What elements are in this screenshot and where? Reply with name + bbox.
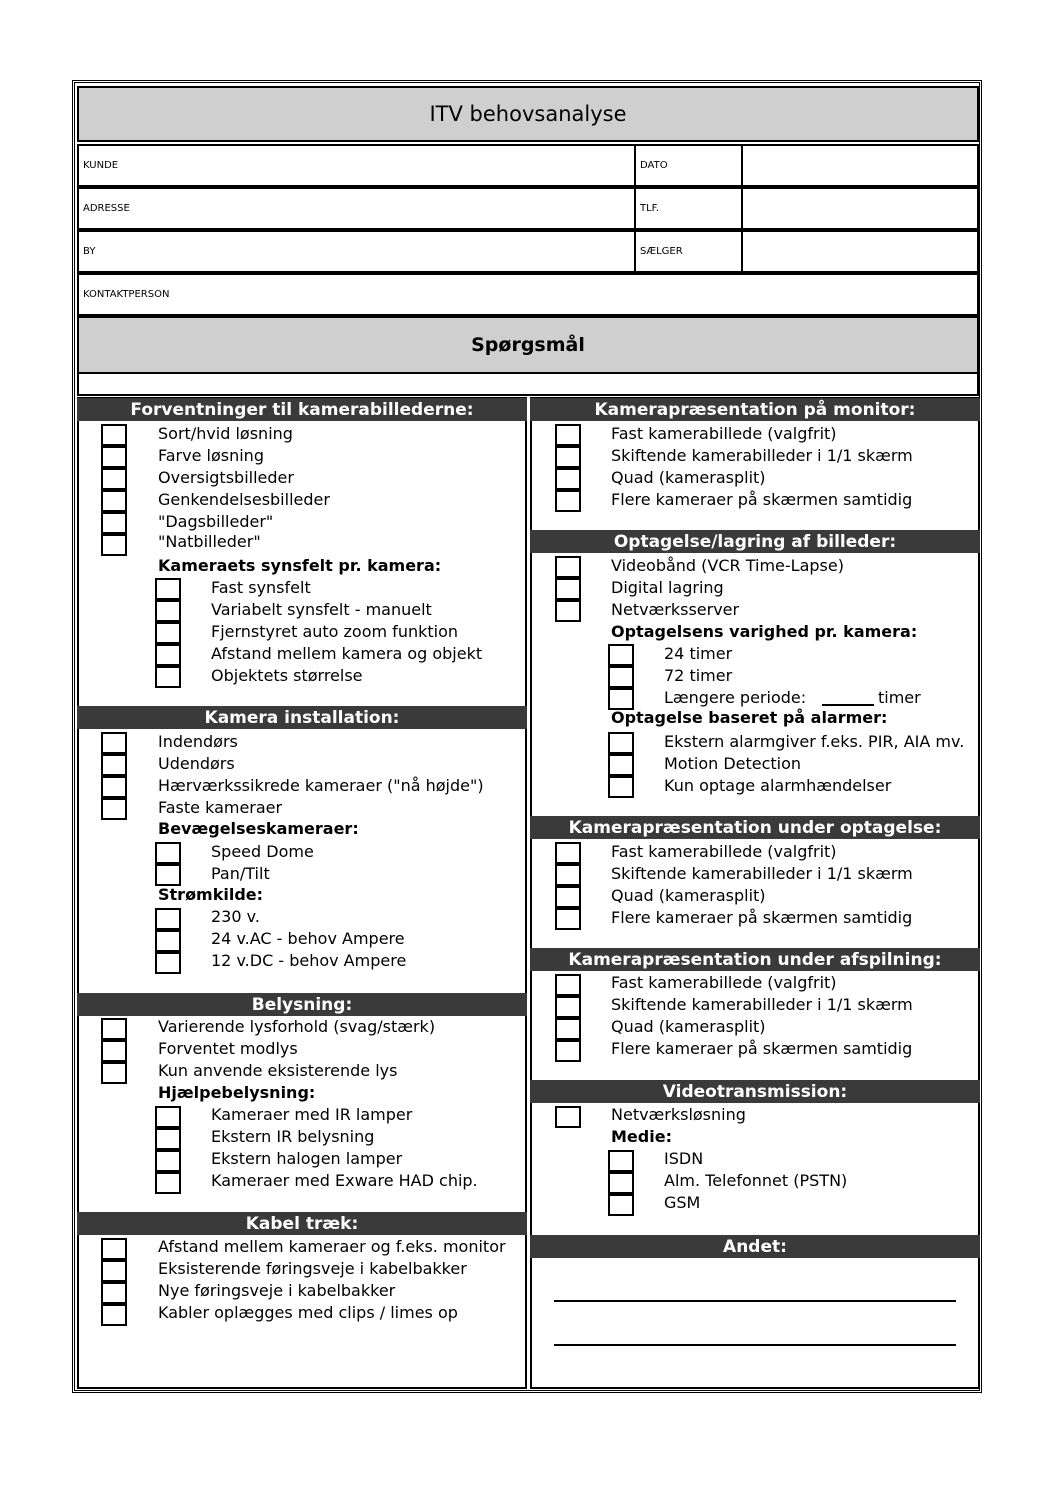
option-label: Indendørs bbox=[158, 732, 238, 751]
option-label: 24 timer bbox=[664, 644, 733, 663]
periode-blank[interactable] bbox=[822, 704, 874, 706]
option-label: Flere kameraer på skærmen samtidig bbox=[611, 490, 913, 509]
option-label: Quad (kamerasplit) bbox=[611, 468, 766, 487]
checkbox[interactable] bbox=[101, 490, 127, 512]
tlf-label: TLF. bbox=[640, 203, 660, 214]
checkbox[interactable] bbox=[555, 974, 581, 996]
option-label: Skiftende kamerabilleder i 1/1 skærm bbox=[611, 864, 913, 883]
by-field[interactable] bbox=[77, 230, 636, 273]
option-label: Afstand mellem kamera og objekt bbox=[211, 644, 483, 663]
checkbox[interactable] bbox=[101, 1282, 127, 1304]
option-label: GSM bbox=[664, 1193, 701, 1212]
checkbox[interactable] bbox=[101, 776, 127, 798]
forventninger-header: Forventninger til kamerabillederne: bbox=[77, 398, 527, 421]
option-label: 24 v.AC - behov Ampere bbox=[211, 929, 405, 948]
checkbox[interactable] bbox=[555, 490, 581, 512]
under-optagelse-header: Kamerapræsentation under optagelse: bbox=[530, 816, 980, 839]
checkbox[interactable] bbox=[555, 600, 581, 622]
stroemkilde-label: Strømkilde: bbox=[158, 885, 264, 904]
option-label: Skiftende kamerabilleder i 1/1 skærm bbox=[611, 446, 913, 465]
kunde-label: KUNDE bbox=[83, 160, 119, 171]
hjaelpebelysning-label: Hjælpebelysning: bbox=[158, 1083, 316, 1102]
checkbox[interactable] bbox=[608, 776, 634, 798]
option-label: Eksisterende føringsveje i kabelbakker bbox=[158, 1259, 467, 1278]
option-label: Kameraer med IR lamper bbox=[211, 1105, 413, 1124]
checkbox[interactable] bbox=[101, 1018, 127, 1040]
checkbox[interactable] bbox=[155, 1172, 181, 1194]
option-label: Kabler oplægges med clips / limes op bbox=[158, 1303, 458, 1322]
option-label: Sort/hvid løsning bbox=[158, 424, 293, 443]
option-label: Farve løsning bbox=[158, 446, 264, 465]
checkbox[interactable] bbox=[101, 798, 127, 820]
alarmer-label: Optagelse baseret på alarmer: bbox=[611, 708, 888, 727]
andet-header: Andet: bbox=[530, 1235, 980, 1258]
checkbox[interactable] bbox=[555, 886, 581, 908]
option-label: Afstand mellem kameraer og f.eks. monitor bbox=[158, 1237, 506, 1256]
option-label: Genkendelsesbilleder bbox=[158, 490, 330, 509]
option-label: Længere periode: bbox=[664, 688, 807, 707]
checkbox[interactable] bbox=[155, 1106, 181, 1128]
option-label: Fjernstyret auto zoom funktion bbox=[211, 622, 459, 641]
option-label: Ekstern IR belysning bbox=[211, 1127, 375, 1146]
option-label: Faste kameraer bbox=[158, 798, 283, 817]
checkbox[interactable] bbox=[155, 842, 181, 864]
option-label: Quad (kamerasplit) bbox=[611, 886, 766, 905]
bevaegelse-label: Bevægelseskameraer: bbox=[158, 819, 359, 838]
option-label: Ekstern halogen lamper bbox=[211, 1149, 403, 1168]
checkbox[interactable] bbox=[101, 424, 127, 446]
checkbox[interactable] bbox=[608, 1150, 634, 1172]
form-title: ITV behovsanalyse bbox=[77, 86, 979, 142]
tlf-input[interactable] bbox=[741, 187, 979, 230]
option-label: Fast kamerabillede (valgfrit) bbox=[611, 842, 837, 861]
checkbox[interactable] bbox=[155, 952, 181, 974]
option-label: 72 timer bbox=[664, 666, 733, 685]
saelger-label: SÆLGER bbox=[640, 246, 683, 257]
option-label: Flere kameraer på skærmen samtidig bbox=[611, 908, 913, 927]
option-label: Skiftende kamerabilleder i 1/1 skærm bbox=[611, 995, 913, 1014]
checkbox[interactable] bbox=[101, 468, 127, 490]
andet-line[interactable] bbox=[554, 1344, 956, 1346]
kabel-header: Kabel træk: bbox=[77, 1212, 527, 1235]
varighed-label: Optagelsens varighed pr. kamera: bbox=[611, 622, 918, 641]
checkbox[interactable] bbox=[101, 1040, 127, 1062]
checkbox[interactable] bbox=[101, 732, 127, 754]
checkbox[interactable] bbox=[555, 1018, 581, 1040]
dato-label-cell bbox=[634, 144, 743, 187]
option-label: 230 v. bbox=[211, 907, 260, 926]
checkbox[interactable] bbox=[555, 996, 581, 1018]
option-label: "Natbilleder" bbox=[158, 532, 261, 551]
checkbox[interactable] bbox=[555, 468, 581, 490]
option-label: ISDN bbox=[664, 1149, 704, 1168]
questions-title: Spørgsmål bbox=[77, 316, 979, 374]
checkbox[interactable] bbox=[608, 1194, 634, 1216]
checkbox[interactable] bbox=[155, 644, 181, 666]
checkbox[interactable] bbox=[101, 512, 127, 534]
adresse-field[interactable] bbox=[77, 187, 636, 230]
installation-header: Kamera installation: bbox=[77, 706, 527, 729]
checkbox[interactable] bbox=[101, 1062, 127, 1084]
checkbox[interactable] bbox=[555, 446, 581, 468]
checkbox[interactable] bbox=[155, 930, 181, 952]
option-label: Videobånd (VCR Time-Lapse) bbox=[611, 556, 844, 575]
option-label: Varierende lysforhold (svag/stærk) bbox=[158, 1017, 436, 1036]
checkbox[interactable] bbox=[555, 864, 581, 886]
option-label: Pan/Tilt bbox=[211, 864, 270, 883]
checkbox[interactable] bbox=[155, 908, 181, 930]
optagelse-header: Optagelse/lagring af billeder: bbox=[530, 530, 980, 553]
option-label: Variabelt synsfelt - manuelt bbox=[211, 600, 432, 619]
saelger-input[interactable] bbox=[741, 230, 979, 273]
option-label: Motion Detection bbox=[664, 754, 802, 773]
checkbox[interactable] bbox=[155, 1150, 181, 1172]
checkbox[interactable] bbox=[155, 622, 181, 644]
checkbox[interactable] bbox=[555, 578, 581, 600]
option-label: Hærværkssikrede kameraer ("nå højde") bbox=[158, 776, 484, 795]
transmission-header: Videotransmission: bbox=[530, 1080, 980, 1103]
checkbox[interactable] bbox=[101, 534, 127, 556]
adresse-label: ADRESSE bbox=[83, 203, 130, 214]
checkbox[interactable] bbox=[155, 600, 181, 622]
option-label: Netværksserver bbox=[611, 600, 740, 619]
timer-suffix: timer bbox=[878, 688, 921, 707]
option-label: Alm. Telefonnet (PSTN) bbox=[664, 1171, 848, 1190]
andet-line[interactable] bbox=[554, 1300, 956, 1302]
option-label: Kun anvende eksisterende lys bbox=[158, 1061, 398, 1080]
checkbox[interactable] bbox=[608, 644, 634, 666]
synsfelt-label: Kameraets synsfelt pr. kamera: bbox=[158, 556, 442, 575]
checkbox[interactable] bbox=[555, 1106, 581, 1128]
monitor-header: Kamerapræsentation på monitor: bbox=[530, 398, 980, 421]
option-label: Fast kamerabillede (valgfrit) bbox=[611, 424, 837, 443]
checkbox[interactable] bbox=[555, 908, 581, 930]
checkbox[interactable] bbox=[608, 732, 634, 754]
under-afspilning-header: Kamerapræsentation under afspilning: bbox=[530, 948, 980, 971]
option-label: Netværksløsning bbox=[611, 1105, 746, 1124]
option-label: 12 v.DC - behov Ampere bbox=[211, 951, 407, 970]
option-label: Forventet modlys bbox=[158, 1039, 298, 1058]
option-label: Kun optage alarmhændelser bbox=[664, 776, 892, 795]
option-label: Fast kamerabillede (valgfrit) bbox=[611, 973, 837, 992]
by-label: BY bbox=[83, 246, 96, 257]
option-label: Objektets størrelse bbox=[211, 666, 363, 685]
checkbox[interactable] bbox=[101, 446, 127, 468]
spacer-row bbox=[77, 374, 979, 396]
option-label: Oversigtsbilleder bbox=[158, 468, 294, 487]
checkbox[interactable] bbox=[101, 1304, 127, 1326]
checkbox[interactable] bbox=[101, 1260, 127, 1282]
checkbox[interactable] bbox=[555, 424, 581, 446]
option-label: Flere kameraer på skærmen samtidig bbox=[611, 1039, 913, 1058]
belysning-header: Belysning: bbox=[77, 993, 527, 1016]
checkbox[interactable] bbox=[555, 1040, 581, 1062]
tlf-label-cell bbox=[634, 187, 743, 230]
option-label: Ekstern alarmgiver f.eks. PIR, AIA mv. bbox=[664, 732, 965, 751]
checkbox[interactable] bbox=[101, 1238, 127, 1260]
option-label: Nye føringsveje i kabelbakker bbox=[158, 1281, 396, 1300]
checkbox[interactable] bbox=[155, 666, 181, 688]
checkbox[interactable] bbox=[608, 666, 634, 688]
medie-label: Medie: bbox=[611, 1127, 672, 1146]
checkbox[interactable] bbox=[555, 842, 581, 864]
checkbox[interactable] bbox=[608, 754, 634, 776]
checkbox[interactable] bbox=[155, 864, 181, 886]
checkbox[interactable] bbox=[101, 754, 127, 776]
option-label: Kameraer med Exware HAD chip. bbox=[211, 1171, 478, 1190]
saelger-label-cell bbox=[634, 230, 743, 273]
option-label: Fast synsfelt bbox=[211, 578, 311, 597]
option-label: Quad (kamerasplit) bbox=[611, 1017, 766, 1036]
option-label: Digital lagring bbox=[611, 578, 724, 597]
kontaktperson-field[interactable] bbox=[77, 273, 979, 316]
option-label: Udendørs bbox=[158, 754, 235, 773]
checkbox[interactable] bbox=[608, 1172, 634, 1194]
dato-input[interactable] bbox=[741, 144, 979, 187]
dato-label: DATO bbox=[640, 160, 668, 171]
option-label: "Dagsbilleder" bbox=[158, 512, 274, 531]
option-label: Speed Dome bbox=[211, 842, 314, 861]
kontaktperson-label: KONTAKTPERSON bbox=[83, 289, 170, 300]
kunde-field[interactable] bbox=[77, 144, 636, 187]
checkbox[interactable] bbox=[155, 578, 181, 600]
checkbox[interactable] bbox=[155, 1128, 181, 1150]
checkbox[interactable] bbox=[555, 556, 581, 578]
